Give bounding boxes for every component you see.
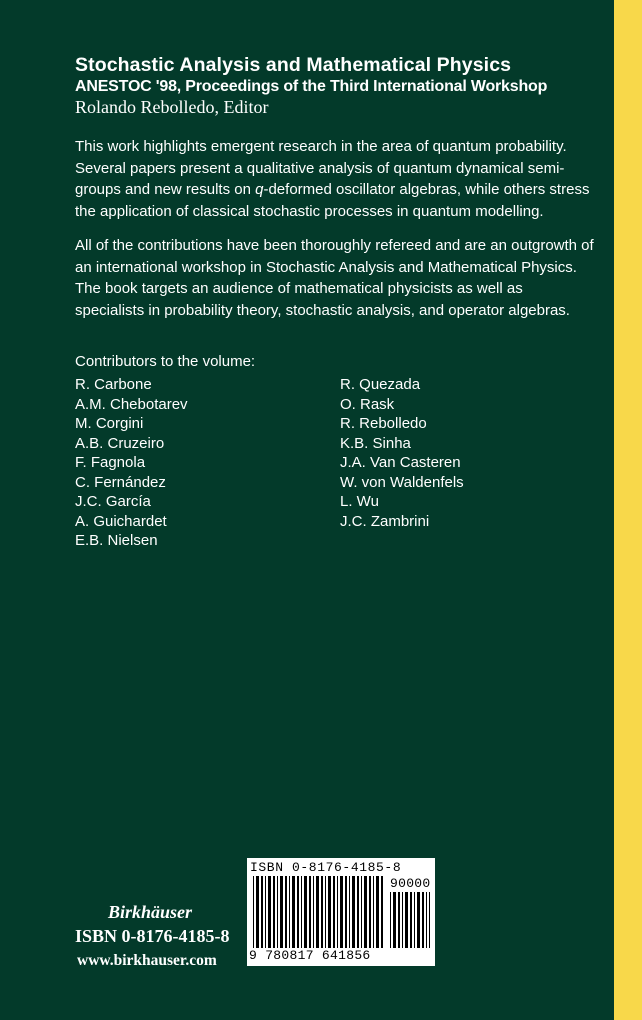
contributor-name: J.C. García	[75, 493, 151, 510]
barcode-bar	[381, 876, 383, 948]
contributor-name: A.B. Cruzeiro	[75, 434, 165, 452]
publisher-isbn: ISBN 0-8176-4185-8	[75, 926, 230, 946]
barcode-bar	[280, 876, 283, 948]
barcode-bar	[393, 892, 396, 948]
contributor-name: J.C. Zambrini	[340, 512, 430, 530]
contributors-column-left	[75, 375, 188, 551]
contributor-name: A.M. Chebotarev	[75, 395, 188, 413]
contributor-name: J.A. Van Casteren	[340, 454, 461, 471]
barcode-bar	[373, 876, 374, 948]
barcode-bar	[376, 876, 379, 948]
barcode-bar	[417, 892, 420, 948]
barcode-bar	[422, 892, 424, 948]
contributor-name: R. Carbone	[75, 376, 152, 393]
barcode-bar	[325, 876, 326, 948]
barcode-bar	[321, 876, 323, 948]
publisher-name: Birkhäuser	[108, 902, 193, 922]
contributor-name: K.B. Sinha	[340, 434, 411, 452]
book-subtitle: ANESTOC '98, Proceedings of the Third International Workshop	[75, 78, 548, 95]
barcode-bar	[398, 892, 400, 948]
barcode-bar	[390, 892, 391, 948]
barcode-bar	[349, 876, 350, 948]
barcode-bar	[309, 876, 311, 948]
barcode-bar	[304, 876, 307, 948]
barcode-bar	[429, 892, 430, 948]
contributor-name: E.B. Nielsen	[75, 532, 158, 549]
contributor-name: F. Fagnola	[75, 454, 146, 471]
back-cover-content	[75, 53, 595, 549]
barcode-bar	[414, 892, 415, 948]
barcode-bar	[297, 876, 299, 948]
description-paragraph-2: All of the contributions have been thoroughly refereed and are an outgrowth of an international workshop in Stochastic Analysis and Mathematical Physics. The book targets an audience of mathematical physicists as well as specialists in probability theory, stochastic analysis, and operator algebras.	[75, 237, 594, 319]
barcode-bar	[265, 876, 266, 948]
barcode-bar	[256, 876, 259, 948]
contributor-name: A. Guichardet	[75, 512, 167, 530]
barcode-bar	[352, 876, 355, 948]
paragraph-1-text-b: -deformed oscillator algebras, while others stress the application of classical stochastic processes in quantum modelling.	[75, 181, 590, 220]
barcode-bar	[313, 876, 314, 948]
book-editor: Rolando Rebolledo, Editor	[75, 97, 269, 117]
barcode-bar	[261, 876, 263, 948]
barcode-number: 9 780817 641856	[249, 948, 371, 963]
barcode-bar	[277, 876, 278, 948]
description-paragraph-1	[75, 136, 595, 222]
barcode-bar	[328, 876, 331, 948]
barcode-bar	[253, 876, 254, 948]
contributor-name: M. Corgini	[75, 415, 144, 432]
paragraph-1-text-a: This work highlights emergent research in the area of quantum probability. Several papers present a qualitative analysis of quantum dynamical semi-groups and new results on	[75, 138, 567, 198]
barcode-bar	[402, 892, 403, 948]
barcode-bar	[410, 892, 412, 948]
barcode-bar	[357, 876, 359, 948]
contributor-name: L. Wu	[340, 493, 379, 510]
barcode-bar	[369, 876, 371, 948]
contributor-name: W. von Waldenfels	[340, 473, 464, 491]
contributor-name: O. Rask	[340, 395, 395, 413]
contributor-name: R. Quezada	[340, 376, 421, 393]
barcode-bar	[285, 876, 287, 948]
barcode-bar	[292, 876, 295, 948]
book-title: Stochastic Analysis and Mathematical Physics	[75, 54, 512, 76]
barcode-bar	[316, 876, 319, 948]
barcode-bar	[345, 876, 347, 948]
barcode-bars	[253, 876, 383, 948]
contributor-name: R. Rebolledo	[340, 415, 427, 432]
barcode-addon-text: 90000	[390, 876, 431, 891]
isbn-barcode	[247, 858, 435, 966]
barcode-bar	[405, 892, 408, 948]
paragraph-1-emphasis: q	[255, 181, 264, 198]
barcode-bar	[340, 876, 343, 948]
contributors-heading: Contributors to the volume:	[75, 353, 256, 370]
barcode-bar	[289, 876, 290, 948]
barcode-isbn-text: ISBN 0-8176-4185-8	[250, 860, 402, 875]
barcode-bar	[337, 876, 338, 948]
barcode-bar	[301, 876, 302, 948]
spine-strip	[614, 0, 642, 1020]
publisher-url: www.birkhauser.com	[77, 952, 217, 969]
barcode-bar	[273, 876, 275, 948]
barcode-bar	[361, 876, 362, 948]
publisher-block	[75, 900, 235, 972]
contributor-name: C. Fernández	[75, 473, 166, 491]
barcode-bar	[426, 892, 427, 948]
barcode-bar	[333, 876, 335, 948]
barcode-bar	[268, 876, 271, 948]
barcode-bar	[364, 876, 367, 948]
barcode-addon-bars	[390, 892, 430, 948]
contributors-column-right	[340, 375, 464, 531]
